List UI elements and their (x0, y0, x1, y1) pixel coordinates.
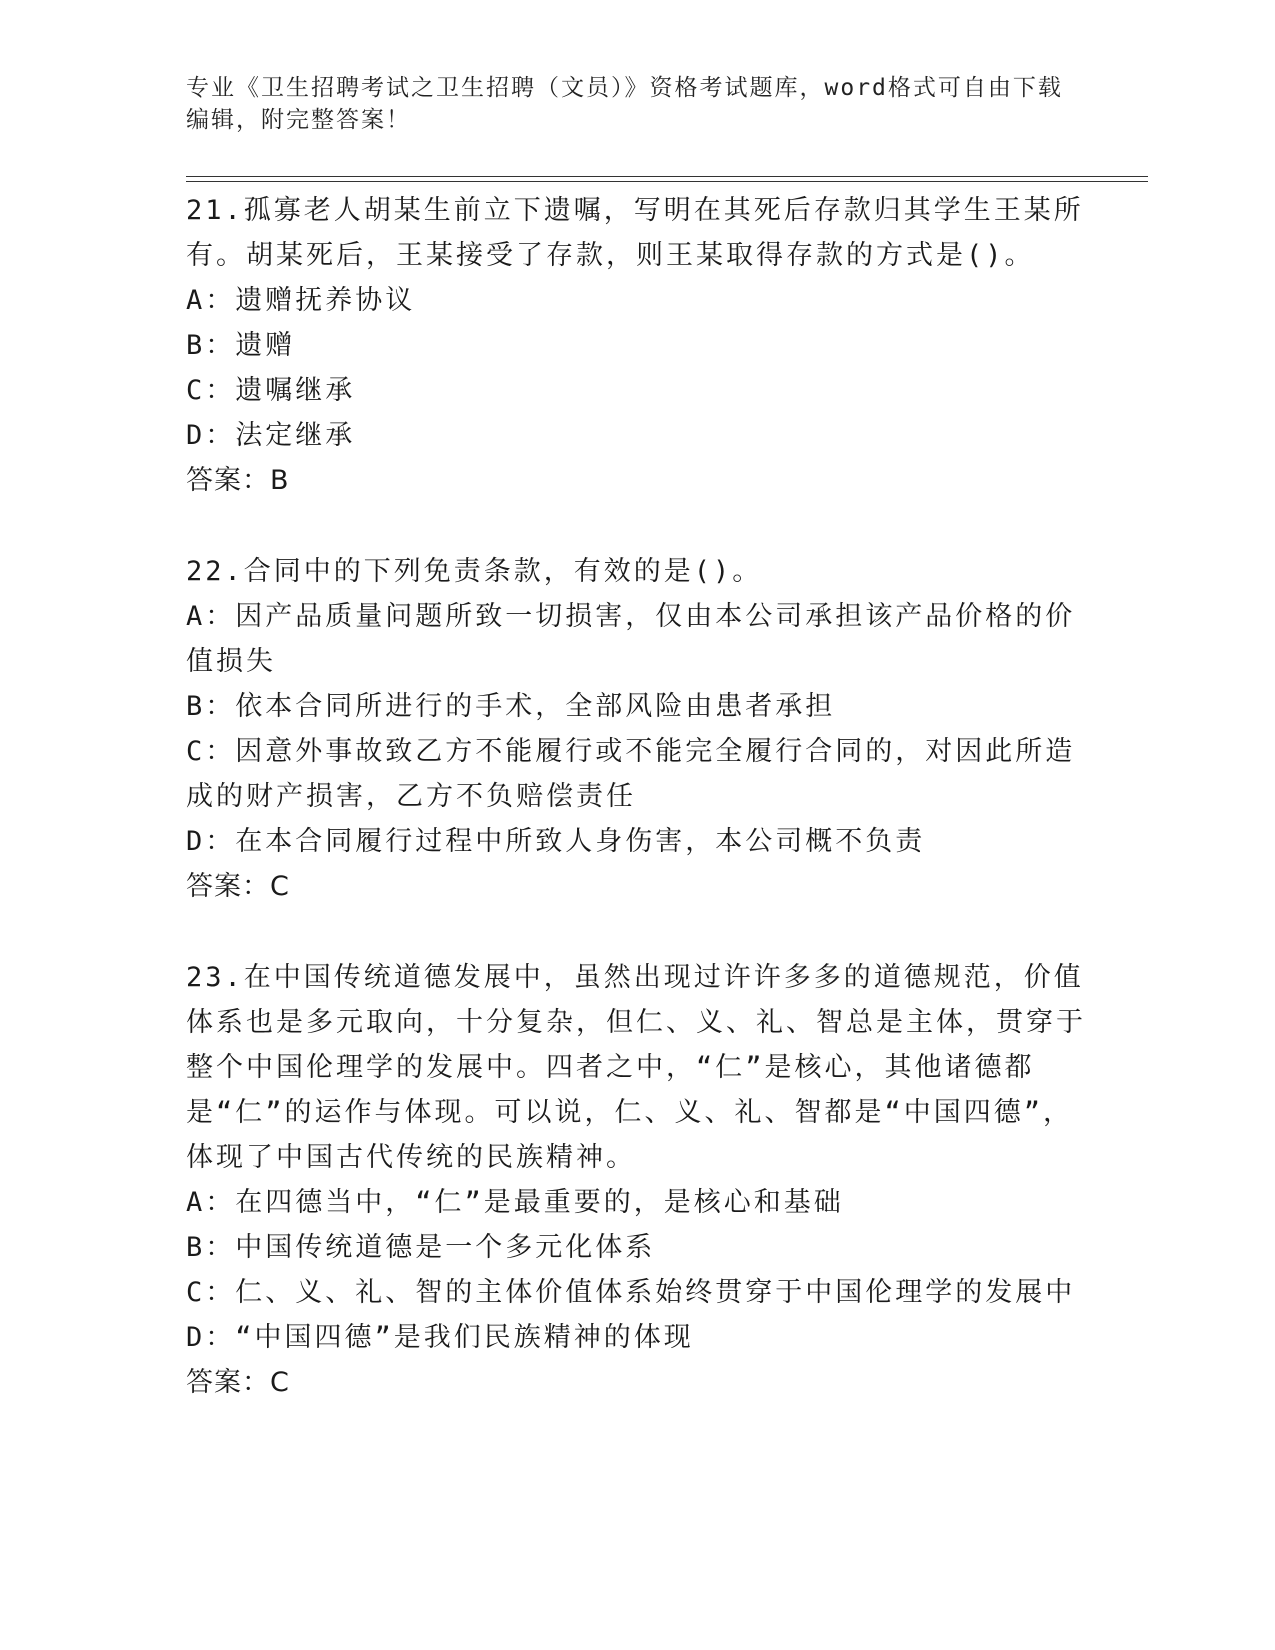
option-d: D：在本合同履行过程中所致人身伤害，本公司概不负责 (186, 826, 926, 857)
question-list (186, 188, 1086, 1451)
header-divider-top (186, 176, 1148, 177)
header-divider-bottom (186, 181, 1148, 182)
option-a: A：在四德当中，“仁”是最重要的，是核心和基础 (186, 1187, 844, 1218)
question-stem: 22.合同中的下列免责条款，有效的是()。 (186, 556, 763, 587)
question-stem: 21.孤寡老人胡某生前立下遗嘱，写明在其死后存款归其学生王某所有。胡某死后，王某接受了存款，则王某取得存款的方式是()。 (186, 195, 1084, 271)
answer: 答案：B (186, 465, 290, 496)
option-b: B：遗赠 (186, 330, 296, 361)
question-22 (186, 549, 1086, 909)
option-d: D：“中国四德”是我们民族精神的体现 (186, 1322, 694, 1353)
question-21 (186, 188, 1086, 503)
option-c: C：因意外事故致乙方不能履行或不能完全履行合同的，对因此所造成的财产损害，乙方不负赔偿责任 (186, 736, 1076, 812)
answer: 答案：C (186, 1367, 290, 1398)
question-stem: 23.在中国传统道德发展中，虽然出现过许许多多的道德规范，价值体系也是多元取向，十分复杂，但仁、义、礼、智总是主体，贯穿于整个中国伦理学的发展中。四者之中，“仁”是核心，其他诸德都是“仁”的运作与体现。可以说，仁、义、礼、智都是“中国四德”，体现了中国古代传统的民族精神。 (186, 962, 1086, 1173)
option-a: A：遗赠抚养协议 (186, 285, 416, 316)
option-b: B：中国传统道德是一个多元化体系 (186, 1232, 656, 1263)
document-header: 专业《卫生招聘考试之卫生招聘（文员）》资格考试题库，word格式可自由下载编辑，附完整答案！ (186, 75, 1063, 133)
option-c: C：遗嘱继承 (186, 375, 356, 406)
option-a: A：因产品质量问题所致一切损害，仅由本公司承担该产品价格的价值损失 (186, 601, 1076, 677)
option-d: D：法定继承 (186, 420, 356, 451)
answer: 答案：C (186, 871, 290, 902)
option-b: B：依本合同所进行的手术，全部风险由患者承担 (186, 691, 836, 722)
question-23 (186, 955, 1086, 1405)
option-c: C：仁、义、礼、智的主体价值体系始终贯穿于中国伦理学的发展中 (186, 1277, 1076, 1308)
